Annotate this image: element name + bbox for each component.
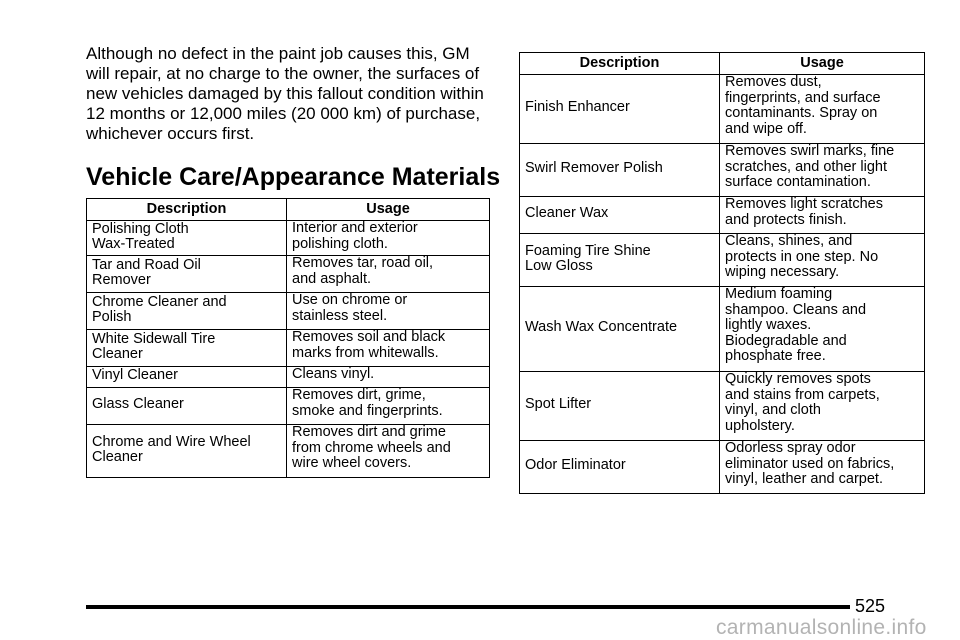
row-usage: Cleans, shines, and protects in one step. No wiping necessary.: [720, 234, 925, 287]
section-title: Vehicle Care/Appearance Materials: [86, 163, 501, 191]
row-usage: Removes dirt, grime, smoke and fingerprints.: [287, 388, 490, 425]
table-header-row: [520, 53, 925, 75]
care-materials-table-left: [86, 198, 490, 478]
intro-paragraph: Although no defect in the paint job causes this, GM will repair, at no charge to the owner, the surfaces of new vehicles damaged by this fallout condition within 12 months or 12,000 miles (20 000 km) of purchase, whichever occurs first.: [86, 44, 484, 143]
table-header-row: [87, 199, 490, 221]
row-description: Polishing Cloth Wax-Treated: [87, 221, 287, 256]
table-row: [87, 293, 490, 330]
row-description: Chrome Cleaner and Polish: [87, 293, 287, 330]
table-row: [87, 425, 490, 478]
watermark-text: carmanualsonline.info: [716, 616, 927, 639]
row-usage: Removes light scratches and protects finish.: [720, 197, 925, 234]
row-description: Chrome and Wire Wheel Cleaner: [87, 425, 287, 478]
table-row: [520, 372, 925, 441]
table-row: [520, 197, 925, 234]
column-header-usage: Usage: [720, 53, 925, 75]
row-usage: Medium foaming shampoo. Cleans and lightly waxes. Biodegradable and phosphate free.: [720, 287, 925, 372]
table-row: [520, 75, 925, 144]
row-usage: Removes dust, fingerprints, and surface contaminants. Spray on and wipe off.: [720, 75, 925, 144]
row-description: Finish Enhancer: [520, 75, 720, 144]
row-description: Vinyl Cleaner: [87, 367, 287, 388]
table-row: [87, 256, 490, 293]
row-description: Tar and Road Oil Remover: [87, 256, 287, 293]
row-usage: Quickly removes spots and stains from carpets, vinyl, and cloth upholstery.: [720, 372, 925, 441]
row-usage: Removes swirl marks, fine scratches, and other light surface contamination.: [720, 144, 925, 197]
row-description: Spot Lifter: [520, 372, 720, 441]
row-description: Glass Cleaner: [87, 388, 287, 425]
page-number: 525: [855, 596, 886, 616]
row-usage: Interior and exterior polishing cloth.: [287, 221, 490, 256]
table-row: [87, 388, 490, 425]
row-usage: Odorless spray odor eliminator used on fabrics, vinyl, leather and carpet.: [720, 441, 925, 494]
footer-rule: [86, 605, 850, 609]
table-row: [87, 330, 490, 367]
table-row: [520, 441, 925, 494]
row-description: Cleaner Wax: [520, 197, 720, 234]
care-materials-table-right: [519, 52, 925, 494]
row-usage: Removes soil and black marks from whitewalls.: [287, 330, 490, 367]
row-description: White Sidewall Tire Cleaner: [87, 330, 287, 367]
row-description: Wash Wax Concentrate: [520, 287, 720, 372]
table-row: [87, 221, 490, 256]
column-header-usage: Usage: [287, 199, 490, 221]
table-row: [520, 144, 925, 197]
column-header-description: Description: [87, 199, 287, 221]
table-row: [520, 234, 925, 287]
row-usage: Removes tar, road oil, and asphalt.: [287, 256, 490, 293]
row-description: Odor Eliminator: [520, 441, 720, 494]
row-description: Swirl Remover Polish: [520, 144, 720, 197]
row-usage: Removes dirt and grime from chrome wheels and wire wheel covers.: [287, 425, 490, 478]
row-usage: Use on chrome or stainless steel.: [287, 293, 490, 330]
column-header-description: Description: [520, 53, 720, 75]
table-row: [87, 367, 490, 388]
row-usage: Cleans vinyl.: [287, 367, 490, 388]
row-description: Foaming Tire Shine Low Gloss: [520, 234, 720, 287]
table-row: [520, 287, 925, 372]
